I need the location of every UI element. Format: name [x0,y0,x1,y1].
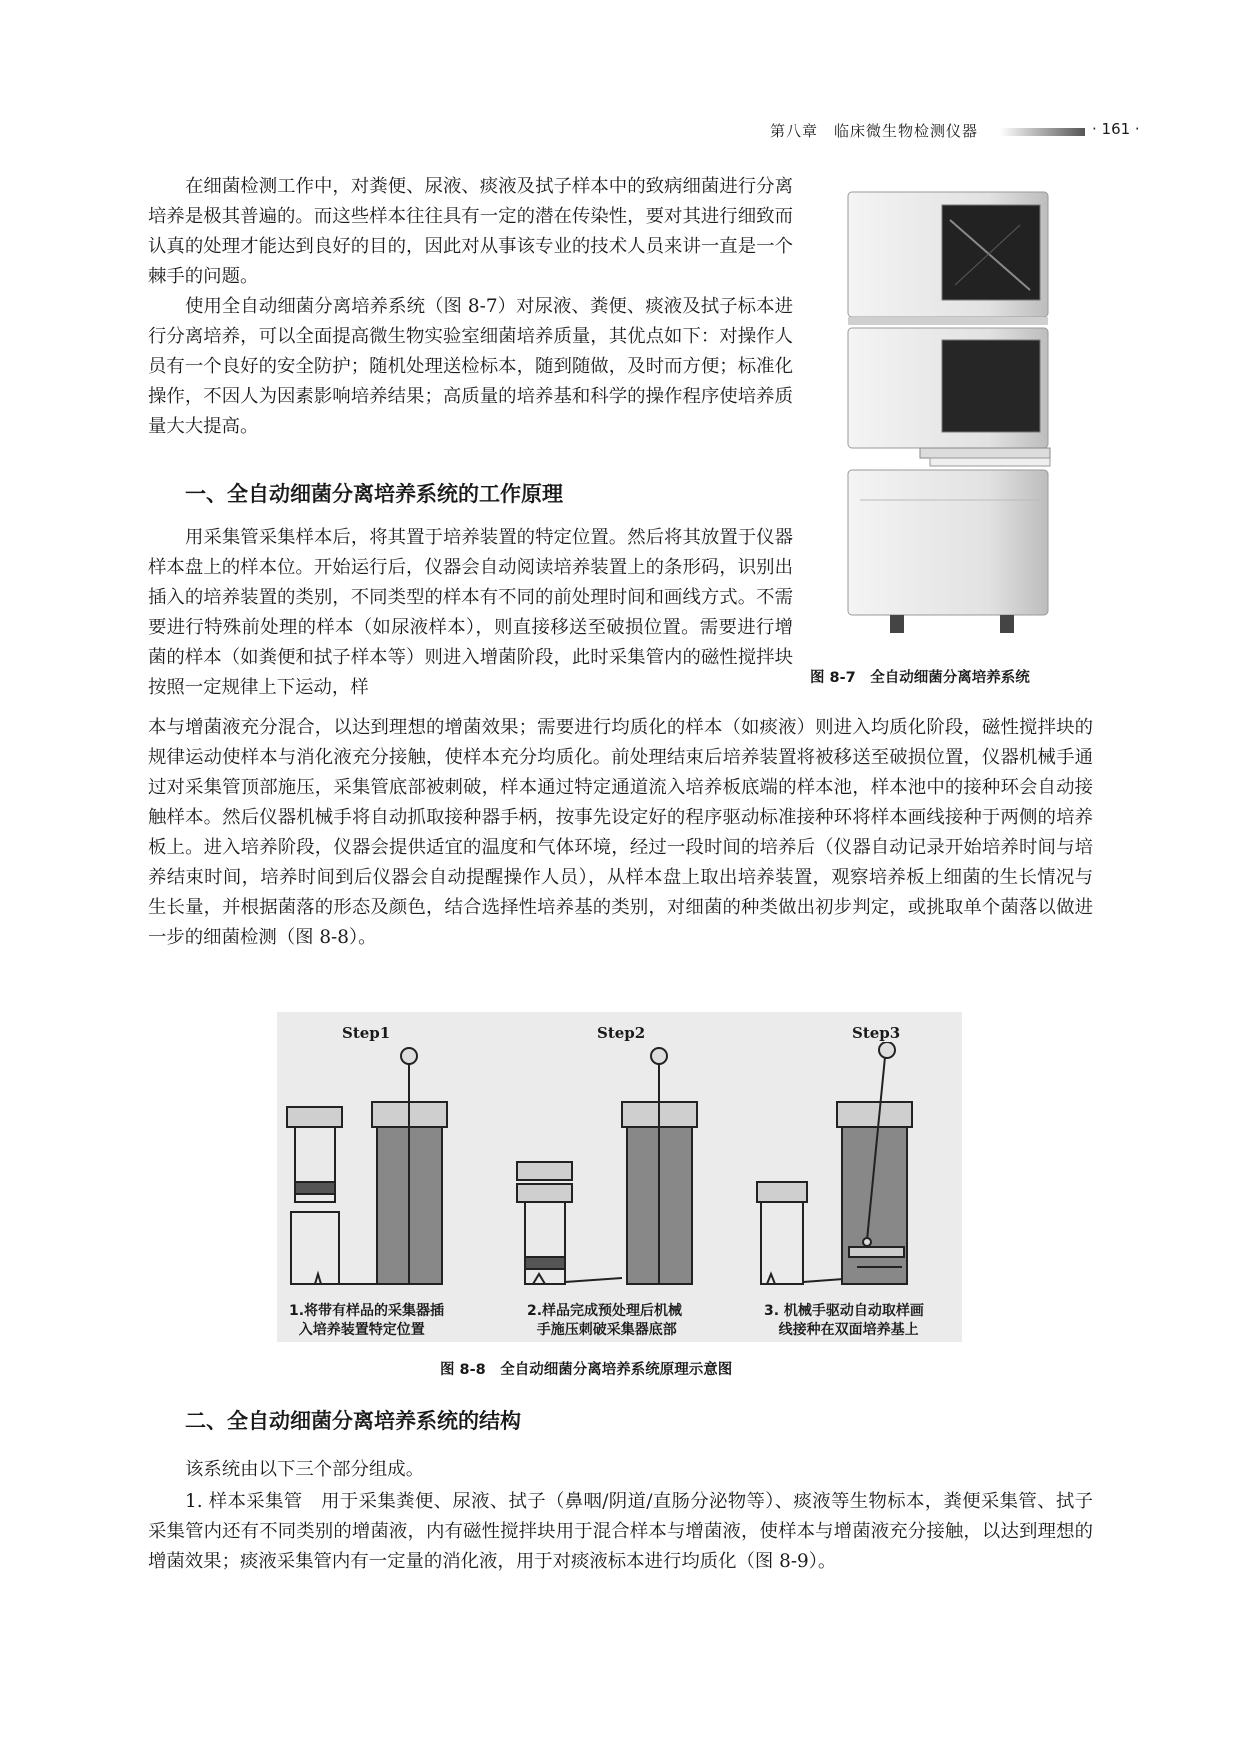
diagram-drawing [277,1042,962,1292]
step3-label: Step3 [852,1024,901,1042]
section-heading-1: 一、全自动细菌分离培养系统的工作原理 [185,481,563,506]
step1-label: Step1 [342,1024,391,1042]
section2-paragraph-2: 1. 样本采集管 用于采集粪便、尿液、拭子（鼻咽/阴道/直肠分泌物等）、痰液等生物标本，粪便采集管、拭子采集管内还有不同类别的增菌液，内有磁性搅拌块用于混合样本与增菌液，使样本与增菌液充分接触，以达到理想的增菌效果；痰液采集管内有一定量的消化液，用于对痰液标本进行均质化（图 8-9）。 [148,1491,1093,1572]
running-head [0,118,1240,148]
section1-paragraph-narrow: 用采集管采集样本后，将其置于培养装置的特定位置。然后将其放置于仪器样本盘上的样本位。开始运行后，仪器会自动阅读培养装置上的条形码，识别出插入的培养装置的类别，不同类型的样本有不同的前处理时间和画线方式。不需要进行特殊前处理的样本（如尿液样本），则直接移送至破损位置。需要进行增菌的样本（如粪便和拭子样本等）则进入增菌阶段，此时采集管内的磁性搅拌块按照一定规律上下运动，样 [148,527,793,698]
instrument-photo [840,180,1060,645]
intro-paragraph-2: 使用全自动细菌分离培养系统（图 8-7）对尿液、粪便、痰液及拭子标本进行分离培养，可以全面提高微生物实验室细菌培养质量，其优点如下：对操作人员有一个良好的安全防护；随机处理送检标本，随到随做，及时而方便；标准化操作，不因人为因素影响培养结果；高质量的培养基和科学的操作程序使培养质量大大提高。 [148,296,793,437]
principle-diagram [277,1012,962,1342]
section2-paragraph-1: 该系统由以下三个部分组成。 [185,1459,425,1480]
figure-8-8-caption: 图 8-8 全自动细菌分离培养系统原理示意图 [440,1362,733,1378]
intro-paragraph-1: 在细菌检测工作中，对粪便、尿液、痰液及拭子样本中的致病细菌进行分离培养是极其普遍的。而这些样本往往具有一定的潜在传染性，要对其进行细致而认真的处理才能达到良好的目的，因此对从事该专业的技术人员来讲一直是一个棘手的问题。 [148,176,793,287]
header-rule [1000,128,1085,136]
step3-caption: 3. 机械手驱动自动取样画 线接种在双面培养基上 [764,1303,924,1338]
step1-caption: 1.将带有样品的采集器插 入培养装置特定位置 [289,1303,445,1338]
chapter-title: 第八章 临床微生物检测仪器 [770,122,979,140]
step2-caption: 2.样品完成预处理后机械 手施压刺破采集器底部 [527,1303,683,1338]
section1-paragraph-wide: 本与增菌液充分混合，以达到理想的增菌效果；需要进行均质化的样本（如痰液）则进入均质化阶段，磁性搅拌块的规律运动使样本与消化液充分接触，使样本充分均质化。前处理结束后培养装置将被移送至破损位置，仪器机械手通过对采集管顶部施压，采集管底部被刺破，样本通过特定通道流入培养板底端的样本池，样本池中的接种环会自动接触样本。然后仪器机械手将自动抓取接种器手柄，按事先设定好的程序驱动标准接种环将样本画线接种于两侧的培养板上。进入培养阶段，仪器会提供适宜的温度和气体环境，经过一段时间的培养后（仪器自动记录开始培养时间与培养结束时间，培养时间到后仪器会自动提醒操作人员），从样本盘上取出培养装置，观察培养板上细菌的生长情况与生长量，并根据菌落的形态及颜色，结合选择性培养基的类别，对细菌的种类做出初步判定，或挑取单个菌落以做进一步的细菌检测（图 8-8）。 [148,717,1093,948]
page-number: · 161 · [1092,120,1140,138]
figure-8-7-caption: 图 8-7 全自动细菌分离培养系统 [810,670,1030,686]
step2-label: Step2 [597,1024,646,1042]
section-heading-2: 二、全自动细菌分离培养系统的结构 [185,1408,521,1433]
